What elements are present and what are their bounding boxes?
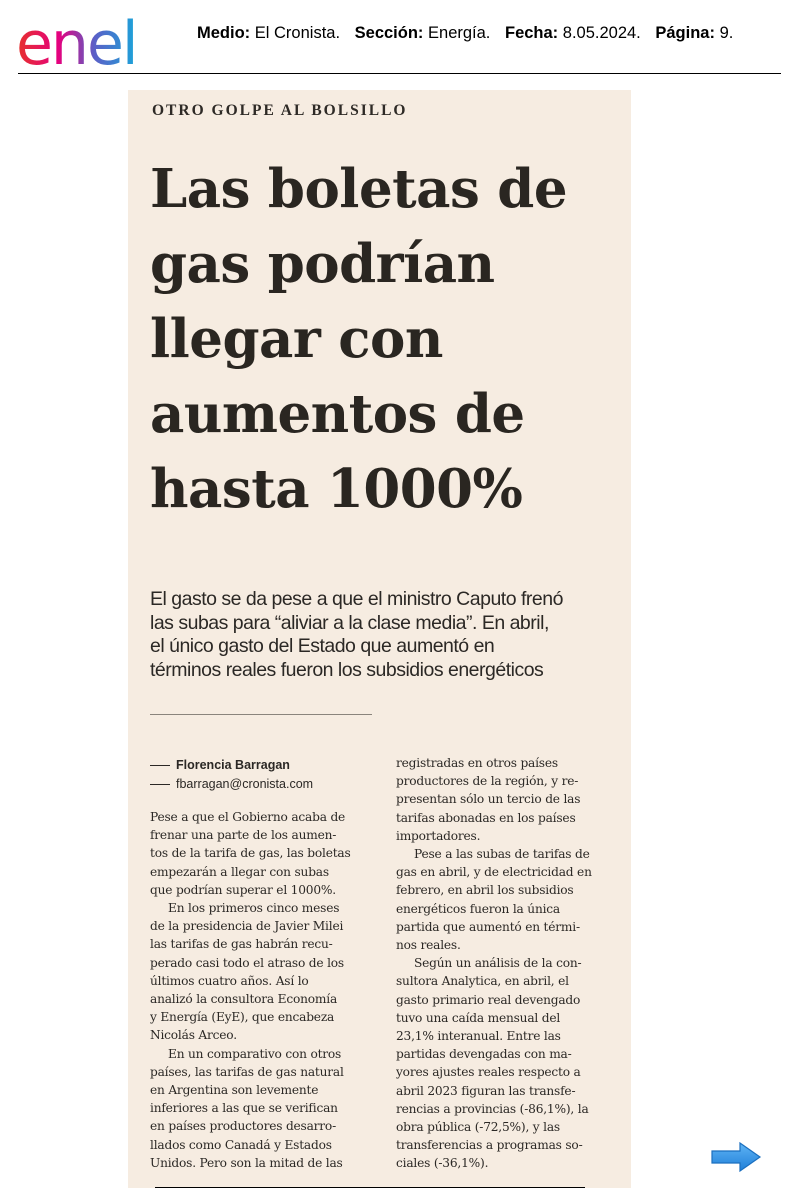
text-line: países, las tarifas de gas natural — [150, 1064, 344, 1079]
text-line: empezarán a llegar con subas — [150, 864, 329, 879]
pagina-value: 9. — [719, 24, 734, 42]
svg-text:enel: enel — [16, 9, 137, 70]
text-line: febrero, en abril los subsidios — [396, 883, 574, 898]
bottom-divider — [155, 1187, 585, 1188]
pagina-label: Página: — [655, 24, 715, 42]
subhead-line: el único gasto del Estado que aumentó en — [150, 635, 495, 657]
text-line: inferiores a las que se verifican — [150, 1101, 338, 1116]
enel-logo — [14, 8, 180, 70]
text-line: que podrían superar el 1000%. — [150, 882, 336, 897]
text-line: gas en abril, y de electricidad en — [396, 865, 592, 880]
subhead-line: El gasto se da pese a que el ministro Caputo frenó — [150, 588, 563, 610]
headline-line: llegar con — [150, 308, 443, 370]
text-line: Según un análisis de la con- — [414, 956, 582, 971]
text-line: registradas en otros países — [396, 756, 558, 770]
article-headline — [150, 152, 620, 527]
text-line: Unidos. Pero son la mitad de las — [150, 1155, 343, 1170]
text-line: presentan sólo un tercio de las — [396, 792, 581, 807]
text-line: las tarifas de gas habrán recu- — [150, 937, 333, 952]
text-line: 23,1% interanual. Entre las — [396, 1029, 561, 1044]
text-line: sultora Analytica, en abril, el — [396, 974, 569, 989]
headline-line: Las boletas de — [150, 158, 568, 220]
text-line: obra pública (-72,5%), y las — [396, 1120, 560, 1135]
seccion-label: Sección: — [354, 24, 424, 42]
medio-label: Medio: — [197, 24, 251, 42]
fecha-label: Fecha: — [504, 24, 559, 42]
newspaper-clipping — [128, 90, 631, 1188]
text-line: Pese a las subas de tarifas de — [414, 847, 590, 862]
article-column-1 — [150, 808, 376, 1172]
text-line: yores ajustes reales respecto a — [396, 1065, 581, 1080]
article-column-2 — [396, 754, 622, 1173]
fecha-value: 8.05.2024. — [562, 24, 641, 42]
text-line: nos reales. — [396, 938, 461, 953]
text-line: partidas devengadas con ma- — [396, 1047, 572, 1062]
headline-line: hasta 1000% — [150, 458, 523, 520]
header-divider — [18, 73, 781, 74]
text-line: frenar una parte de los aumen- — [150, 828, 337, 843]
text-line: de la presidencia de Javier Milei — [150, 919, 344, 934]
text-line: abril 2023 figuran las transfe- — [396, 1083, 576, 1098]
text-line: ciales (-36,1%). — [396, 1156, 489, 1171]
text-line: productores de la región, y re- — [396, 774, 579, 789]
article-kicker: OTRO GOLPE AL BOLSILLO — [152, 102, 408, 119]
text-line: transferencias a programas so- — [396, 1138, 583, 1153]
author-email: fbarragan@cronista.com — [176, 777, 314, 791]
text-line: tos de la tarifa de gas, las boletas — [150, 846, 351, 861]
text-line: tarifas abonadas en los países — [396, 810, 576, 825]
subhead-line: términos reales fueron los subsidios energéticos — [150, 658, 544, 681]
text-line: analizó la consultora Economía — [150, 992, 338, 1007]
text-line: en países productores desarro- — [150, 1119, 336, 1134]
text-line: en Argentina son levemente — [150, 1083, 319, 1098]
author-name: Florencia Barragan — [176, 758, 290, 772]
article-subhead — [150, 588, 620, 682]
text-line: Pese a que el Gobierno acaba de — [150, 810, 346, 824]
byline — [150, 756, 313, 794]
headline-line: gas podrían — [150, 233, 495, 295]
text-line: Nicolás Arceo. — [150, 1028, 237, 1043]
subhead-divider — [150, 714, 372, 715]
text-line: energéticos fueron la única — [396, 901, 560, 916]
text-line: En un comparativo con otros — [168, 1046, 342, 1061]
text-line: gasto primario real devengado — [396, 992, 581, 1007]
medio-value: El Cronista. — [254, 24, 341, 42]
text-line: partida que aumentó en térmi- — [396, 919, 580, 934]
text-line: y Energía (EyE), que encabeza — [150, 1010, 335, 1025]
arrow-right-icon[interactable] — [710, 1140, 762, 1174]
text-line: perado casi todo el atraso de los — [150, 955, 344, 970]
subhead-line: las subas para “aliviar a la clase media”. En abril, — [150, 611, 549, 634]
text-line: En los primeros cinco meses — [168, 901, 340, 916]
headline-line: aumentos de — [150, 383, 525, 445]
text-line: rencias a provincias (-86,1%), la — [396, 1101, 589, 1116]
source-info — [197, 24, 733, 43]
text-line: tuvo una caída mensual del — [396, 1010, 561, 1025]
text-line: importadores. — [396, 828, 481, 843]
text-line: últimos cuatro años. Así lo — [150, 973, 309, 988]
text-line: llados como Canadá y Estados — [150, 1137, 332, 1152]
seccion-value: Energía. — [428, 24, 491, 42]
header-bar — [0, 0, 800, 76]
